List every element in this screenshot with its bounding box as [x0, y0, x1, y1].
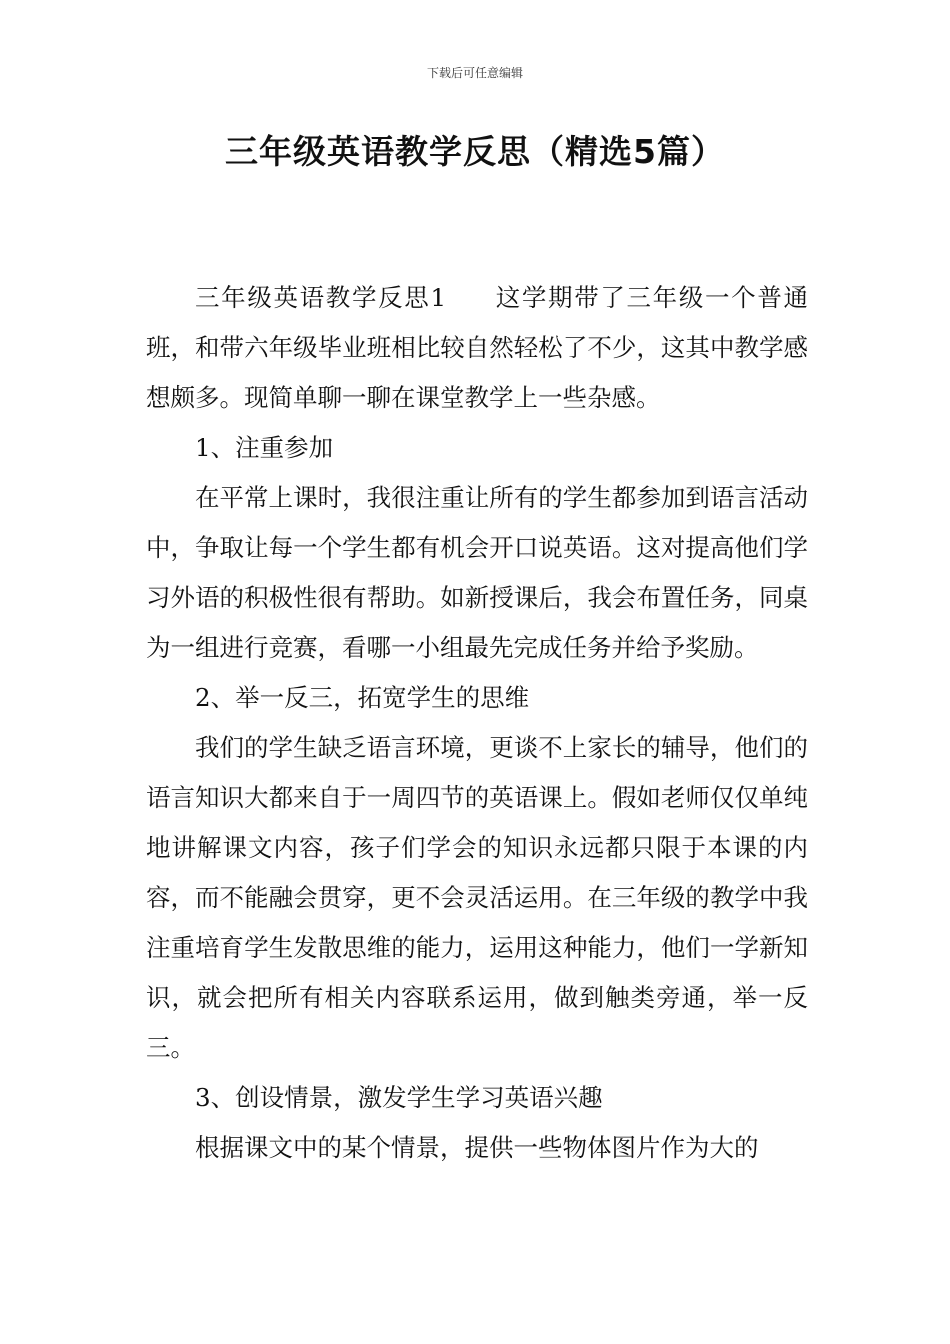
paragraph-text: 这学期带了三年级一个普通班，和带六年级毕业班相比较自然轻松了不少，这其中教学感想颇多。现简单聊一聊在课堂教学上一些杂感。	[146, 283, 808, 412]
paragraph-scenario: 根据课文中的某个情景，提供一些物体图片作为大的	[195, 1133, 759, 1162]
list-heading-2: 2、举一反三，拓宽学生的思维	[195, 683, 530, 712]
page-header-note: 下载后可任意编辑	[426, 66, 523, 80]
document-body	[146, 273, 808, 1173]
paragraph-thinking: 我们的学生缺乏语言环境，更谈不上家长的辅导，他们的语言知识大都来自于一周四节的英语课上。假如老师仅仅单纯地讲解课文内容，孩子们学会的知识永远都只限于本课的内容，而不能融会贯穿，更不会灵活运用。在三年级的教学中我注重培育学生发散思维的能力，运用这种能力，他们一学新知识，就会把所有相关内容联系运用，做到触类旁通，举一反三。	[146, 733, 808, 1062]
list-heading-3: 3、创设情景，激发学生学习英语兴趣	[195, 1083, 603, 1112]
list-heading-1: 1、注重参加	[195, 433, 334, 462]
section-heading: 三年级英语教学反思1	[195, 283, 447, 312]
paragraph-participation: 在平常上课时，我很注重让所有的学生都参加到语言活动中，争取让每一个学生都有机会开口说英语。这对提高他们学习外语的积极性很有帮助。如新授课后，我会布置任务，同桌为一组进行竞赛，看哪一小组最先完成任务并给予奖励。	[146, 483, 808, 662]
document-title: 三年级英语教学反思（精选5篇）	[225, 132, 725, 171]
paragraph-intro	[146, 273, 808, 423]
